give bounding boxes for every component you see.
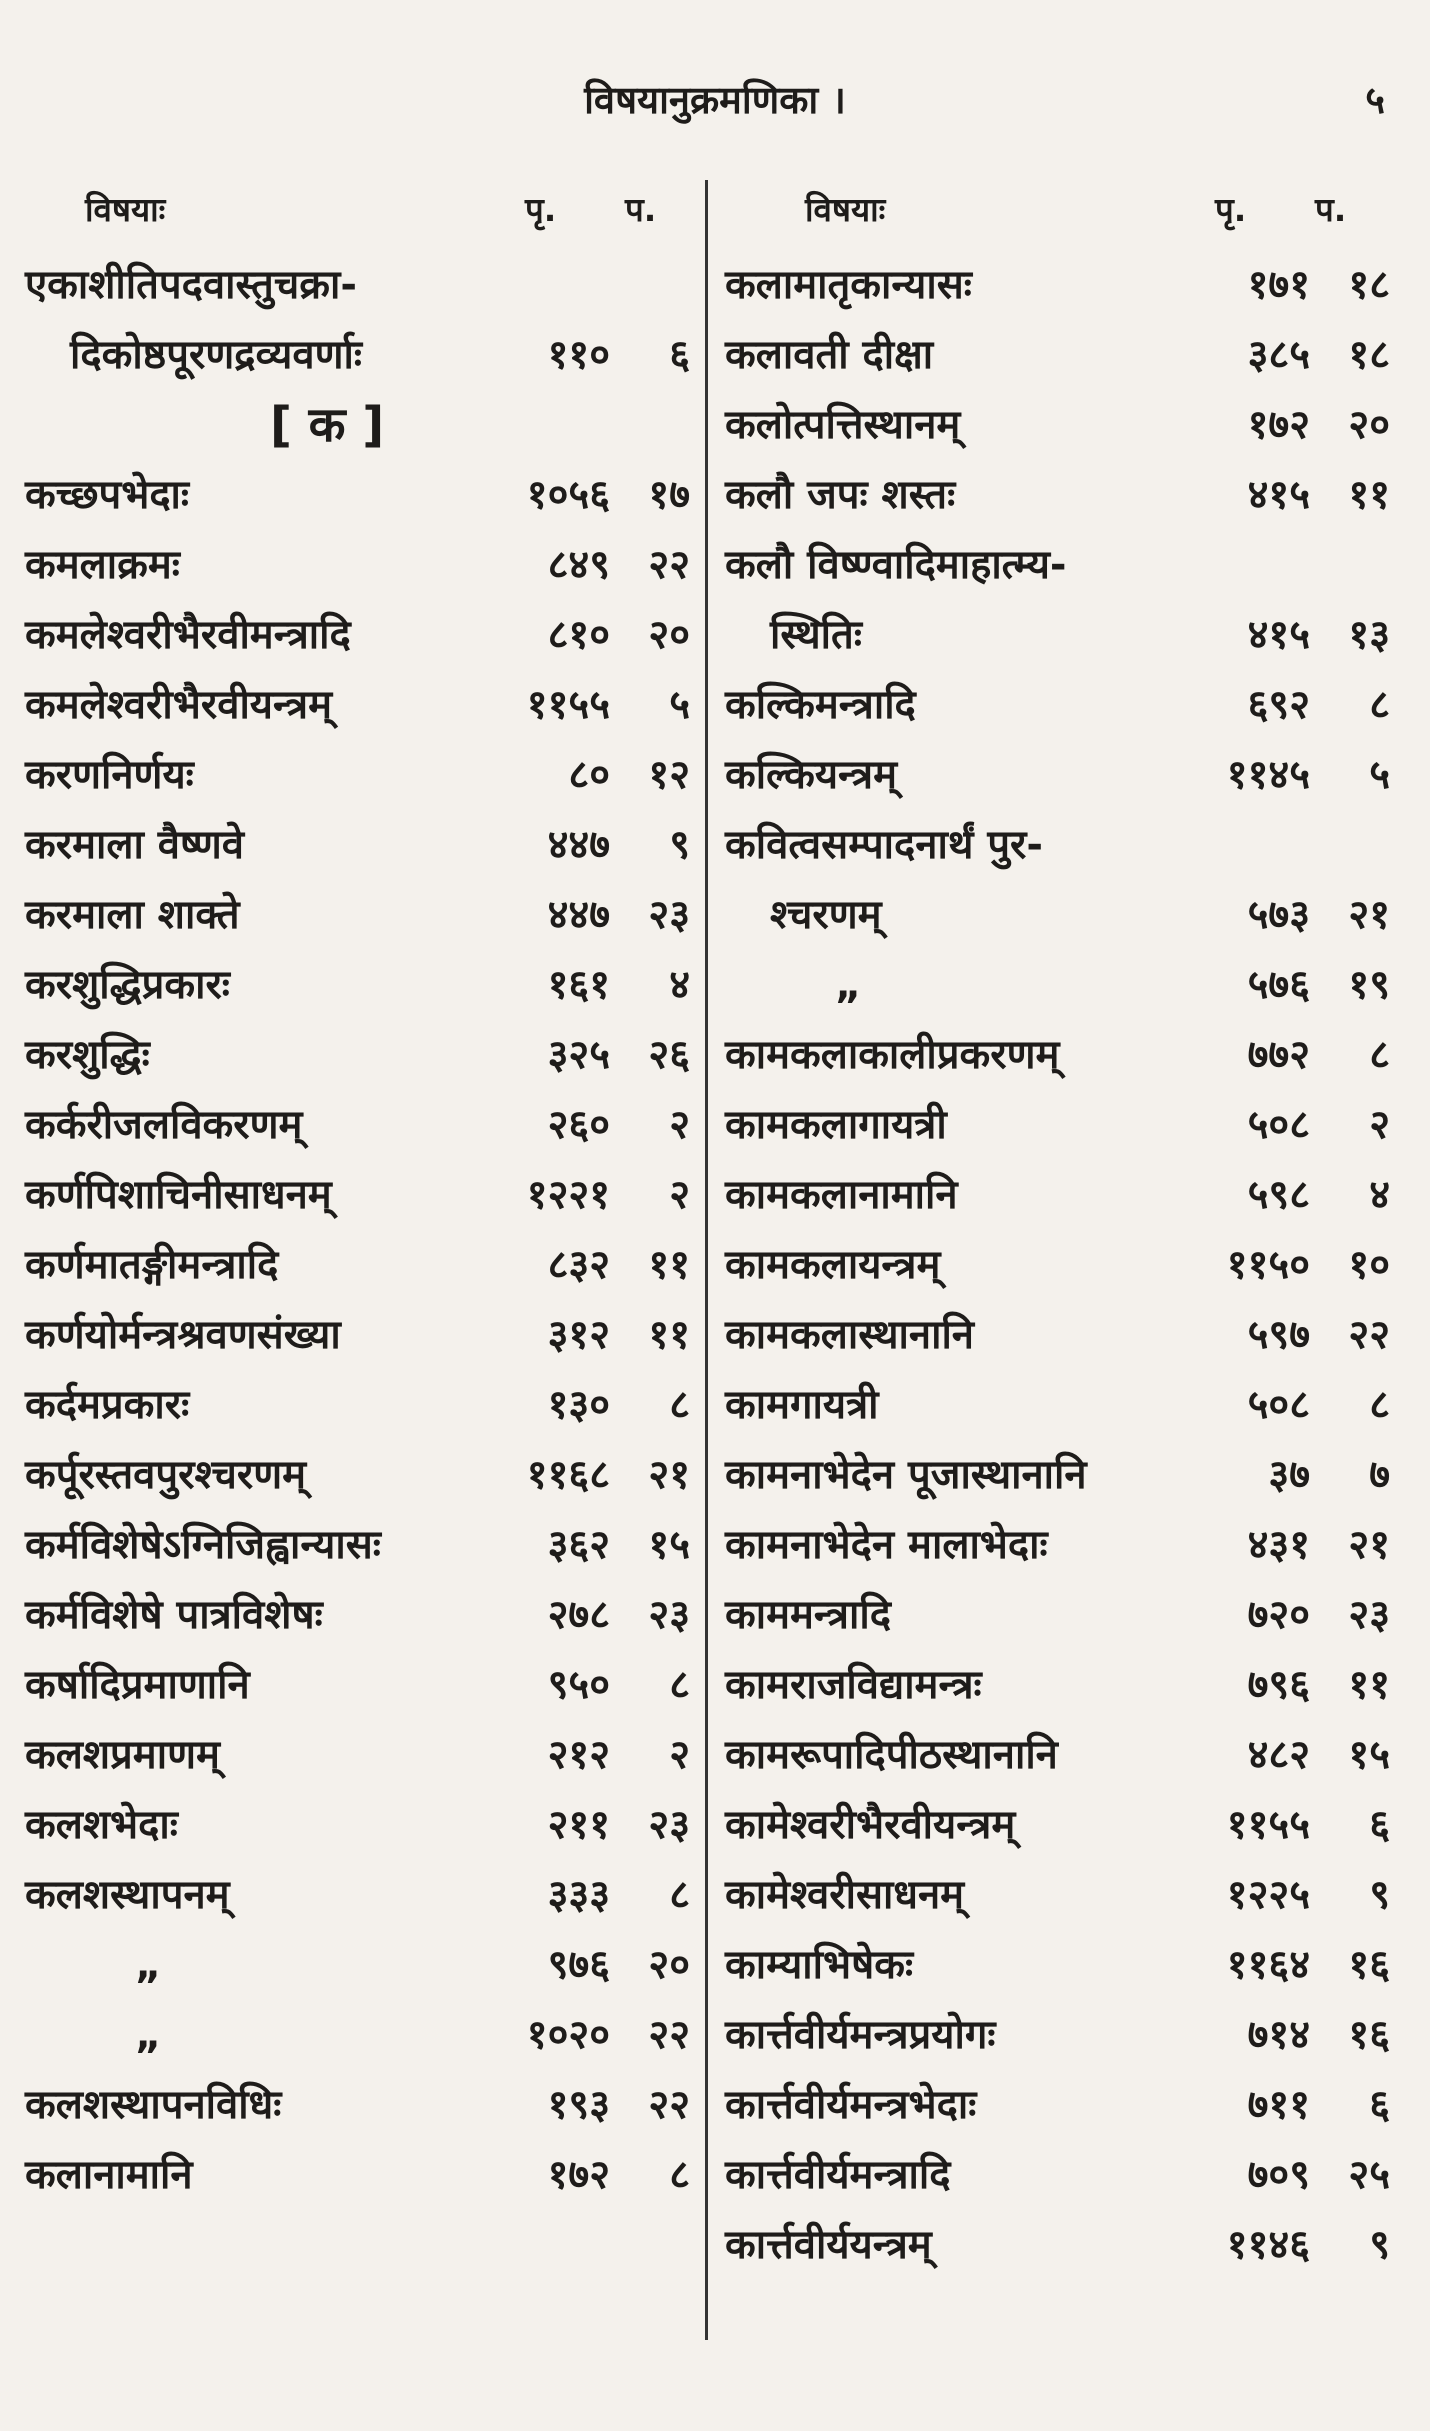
entry-line: १० [1348, 1242, 1390, 1288]
right-index-column [725, 250, 1395, 2280]
entry-topic: कामेश्वरीसाधनम् [725, 1872, 965, 1918]
entry-topic: कामकलागायत्री [725, 1102, 947, 1148]
entry-page: ११५० [1226, 1242, 1310, 1288]
entry-page: २७८ [547, 1592, 610, 1638]
entry-line: २२ [648, 2012, 690, 2058]
entry-topic: एकाशीतिपदवास्तुचक्रा- [25, 262, 357, 308]
entry-page: ५९७ [1247, 1312, 1310, 1358]
entry-line: २० [648, 612, 690, 658]
entry-line: ६ [1369, 1802, 1390, 1848]
entry-topic: कर्णयोर्मन्त्रश्रवणसंख्या [25, 1312, 341, 1358]
entry-page: २११ [547, 1802, 610, 1848]
index-entry [725, 670, 1395, 740]
entry-line: ५ [1369, 752, 1390, 798]
entry-topic: कर्णमातङ्गीमन्त्रादि [25, 1242, 279, 1288]
entry-topic: कामकलानामानि [725, 1172, 958, 1218]
entry-line: ८ [669, 1382, 690, 1428]
entry-topic: कलावती दीक्षा [725, 332, 934, 378]
entry-page: ८३२ [547, 1242, 610, 1288]
index-entry [725, 2000, 1395, 2070]
entry-topic: करणनिर्णयः [25, 752, 194, 798]
entry-line: २१ [1348, 1522, 1390, 1568]
entry-page: ४८२ [1247, 1732, 1310, 1778]
entry-page: ११४६ [1226, 2222, 1310, 2268]
entry-page: १२२१ [526, 1172, 610, 1218]
entry-page: ९७६ [547, 1942, 610, 1988]
index-entry [25, 1370, 695, 1440]
entry-page: १६१ [547, 962, 610, 1008]
entry-page: ४१५ [1247, 612, 1310, 658]
entry-topic: कलशभेदाः [25, 1802, 178, 1848]
entry-line: २३ [648, 1592, 690, 1638]
index-entry [725, 1020, 1395, 1090]
index-entry [25, 1160, 695, 1230]
line-header-label: प. [625, 190, 657, 229]
entry-topic: कर्मविशेषे पात्रविशेषः [25, 1592, 323, 1638]
entry-line: १९ [1348, 962, 1390, 1008]
index-entry [725, 1930, 1395, 2000]
entry-topic: कलौ विष्ण्वादिमाहात्म्य- [725, 542, 1067, 588]
entry-page: १९३ [547, 2082, 610, 2128]
entry-topic: करमाला शाक्ते [25, 892, 240, 938]
entry-line: २३ [648, 892, 690, 938]
entry-page: ७१४ [1247, 2012, 1310, 2058]
entry-page: ३१२ [547, 1312, 610, 1358]
entry-line: ९ [1369, 1872, 1390, 1918]
index-entry [725, 460, 1395, 530]
entry-page: ११४५ [1226, 752, 1310, 798]
entry-line: १७ [648, 472, 690, 518]
ditto-mark: „ [835, 962, 862, 1008]
entry-page: ११६४ [1226, 1942, 1310, 1988]
page-number: ५ [1365, 78, 1385, 122]
index-entry [725, 250, 1395, 320]
entry-topic: कलामातृकान्यासः [725, 262, 972, 308]
entry-page: ९५० [547, 1662, 610, 1708]
right-column-header [725, 180, 1395, 240]
entry-topic: कर्षादिप्रमाणानि [25, 1662, 250, 1708]
index-entry [725, 1790, 1395, 1860]
index-entry [25, 1230, 695, 1300]
entry-line: ९ [669, 822, 690, 868]
index-entry [25, 1720, 695, 1790]
entry-topic: करशुद्धिप्रकारः [25, 962, 230, 1008]
entry-page: ४३१ [1247, 1522, 1310, 1568]
entry-line: २० [648, 1942, 690, 1988]
index-entry [25, 250, 695, 320]
index-entry [725, 1090, 1395, 1160]
entry-topic: कामरूपादिपीठस्थानानि [725, 1732, 1058, 1778]
entry-topic: दिकोष्ठपूरणद्रव्यवर्णाः [70, 332, 362, 378]
entry-page: १०२० [526, 2012, 610, 2058]
entry-line: २३ [1348, 1592, 1390, 1638]
entry-line: २ [1369, 1102, 1390, 1148]
entry-topic: करमाला वैष्णवे [25, 822, 245, 868]
entry-topic: कर्करीजलविकरणम् [25, 1102, 303, 1148]
entry-page: ११६८ [526, 1452, 610, 1498]
entry-line: १५ [648, 1522, 690, 1568]
entry-line: ७ [1369, 1452, 1390, 1498]
entry-topic: कलानामानि [25, 2152, 193, 2198]
entry-topic: कर्णपिशाचिनीसाधनम् [25, 1172, 332, 1218]
entry-page: १३० [547, 1382, 610, 1428]
entry-line: २३ [648, 1802, 690, 1848]
entry-page: २६० [547, 1102, 610, 1148]
entry-line: ११ [1348, 1662, 1390, 1708]
entry-line: २१ [1348, 892, 1390, 938]
index-entry [725, 1370, 1395, 1440]
entry-topic: कार्त्तवीर्यमन्त्रप्रयोगः [725, 2012, 996, 2058]
entry-topic: कवित्वसम्पादनार्थं पुर- [725, 822, 1044, 868]
entry-topic: कामगायत्री [725, 1382, 879, 1428]
entry-topic: करशुद्धिः [25, 1032, 150, 1078]
column-divider [705, 180, 708, 2340]
index-entry [725, 390, 1395, 460]
entry-page: १७१ [1247, 262, 1310, 308]
index-entry [25, 1790, 695, 1860]
index-entry [25, 1930, 695, 2000]
entry-page: ३८५ [1247, 332, 1310, 378]
entry-page: ७०९ [1247, 2152, 1310, 2198]
entry-page: १७२ [1247, 402, 1310, 448]
entry-page: ७९६ [1247, 1662, 1310, 1708]
entry-topic: श्चरणम् [770, 892, 882, 938]
index-entry [25, 810, 695, 880]
entry-topic: कलौ जपः शस्तः [725, 472, 956, 518]
entry-line: ८ [1369, 682, 1390, 728]
entry-line: ९ [1369, 2222, 1390, 2268]
index-entry [25, 880, 695, 950]
index-entry [725, 2210, 1395, 2280]
entry-line: १६ [1348, 1942, 1390, 1988]
entry-topic: कलोत्पत्तिस्थानम् [725, 402, 961, 448]
entry-topic: कार्त्तवीर्यमन्त्रभेदाः [725, 2082, 977, 2128]
entry-topic: [ क ] [270, 397, 385, 453]
entry-topic: कामकलाकालीप्रकरणम् [725, 1032, 1060, 1078]
entry-page: ५७६ [1247, 962, 1310, 1008]
entry-topic: कार्त्तवीर्ययन्त्रम् [725, 2222, 932, 2268]
entry-line: ५ [669, 682, 690, 728]
entry-page: ८१० [547, 612, 610, 658]
index-entry [725, 2140, 1395, 2210]
header-title: विषयानुक्रमणिका । [584, 78, 846, 122]
entry-topic: स्थितिः [770, 612, 862, 658]
index-entry [25, 1440, 695, 1510]
entry-line: ८ [669, 1872, 690, 1918]
entry-line: २२ [648, 542, 690, 588]
entry-line: २५ [1348, 2152, 1390, 2198]
entry-page: ५०८ [1247, 1102, 1310, 1148]
entry-line: २ [669, 1732, 690, 1778]
index-entry [25, 2000, 695, 2070]
index-entry [725, 880, 1395, 950]
entry-topic: कामनाभेदेन मालाभेदाः [725, 1522, 1048, 1568]
entry-page: ७७२ [1247, 1032, 1310, 1078]
index-entry [725, 1300, 1395, 1370]
entry-line: ११ [648, 1242, 690, 1288]
index-entry [725, 1160, 1395, 1230]
entry-topic: कलशस्थापनविधिः [25, 2082, 282, 2128]
entry-line: २१ [648, 1452, 690, 1498]
entry-line: २२ [1348, 1312, 1390, 1358]
entry-topic: कामकलायन्त्रम् [725, 1242, 941, 1288]
entry-page: ४४७ [547, 892, 610, 938]
entry-line: १५ [1348, 1732, 1390, 1778]
entry-line: २६ [648, 1032, 690, 1078]
entry-page: ६९२ [1247, 682, 1310, 728]
index-entry [725, 1860, 1395, 1930]
entry-page: ५७३ [1247, 892, 1310, 938]
entry-page: ३२५ [547, 1032, 610, 1078]
entry-topic: कामकलास्थानानि [725, 1312, 974, 1358]
left-index-column [25, 250, 695, 2210]
index-entry [725, 1720, 1395, 1790]
index-entry [725, 950, 1395, 1020]
entry-page: १२२५ [1226, 1872, 1310, 1918]
entry-topic: कामेश्वरीभैरवीयन्त्रम् [725, 1802, 1016, 1848]
index-entry [25, 670, 695, 740]
entry-line: १८ [1348, 332, 1390, 378]
ditto-mark: „ [135, 2012, 162, 2058]
entry-line: १३ [1348, 612, 1390, 658]
entry-page: ५९८ [1247, 1172, 1310, 1218]
entry-line: ११ [1348, 472, 1390, 518]
line-header-label: प. [1315, 190, 1347, 229]
entry-topic: कलशस्थापनम् [25, 1872, 230, 1918]
entry-page: २१२ [547, 1732, 610, 1778]
index-entry [25, 1020, 695, 1090]
index-entry [725, 2070, 1395, 2140]
left-column-header [25, 180, 695, 240]
entry-topic: कर्पूरस्तवपुरश्चरणम् [25, 1452, 307, 1498]
entry-topic: कल्किमन्त्रादि [725, 682, 916, 728]
index-entry [25, 740, 695, 810]
index-entry [725, 600, 1395, 670]
index-entry [25, 1090, 695, 1160]
index-entry [725, 1650, 1395, 1720]
index-entry [25, 1650, 695, 1720]
entry-line: २० [1348, 402, 1390, 448]
index-entry [25, 1510, 695, 1580]
entry-line: २२ [648, 2082, 690, 2128]
section-heading [25, 390, 695, 460]
entry-topic: कर्दमप्रकारः [25, 1382, 190, 1428]
index-entry [725, 320, 1395, 390]
page-header-label: पृ. [1215, 190, 1247, 229]
entry-page: ४१५ [1247, 472, 1310, 518]
index-entry [725, 530, 1395, 600]
entry-page: ३७ [1268, 1452, 1310, 1498]
index-entry [25, 1300, 695, 1370]
entry-page: ३६२ [547, 1522, 610, 1568]
entry-line: ४ [669, 962, 690, 1008]
index-entry [25, 320, 695, 390]
entry-page: ८० [568, 752, 610, 798]
entry-page: १७२ [547, 2152, 610, 2198]
index-entry [25, 1580, 695, 1650]
index-entry [25, 1860, 695, 1930]
index-entry [725, 740, 1395, 810]
index-entry [25, 2070, 695, 2140]
index-entry [725, 1440, 1395, 1510]
index-entry [725, 1580, 1395, 1650]
page-header [0, 70, 1430, 130]
entry-topic: कर्मविशेषेऽग्निजिह्वान्यासः [25, 1522, 381, 1568]
entry-page: ७११ [1247, 2082, 1310, 2128]
entry-line: ६ [669, 332, 690, 378]
entry-line: ८ [669, 1662, 690, 1708]
index-entry [25, 2140, 695, 2210]
entry-page: १०५६ [526, 472, 610, 518]
entry-page: ७२० [1247, 1592, 1310, 1638]
entry-line: ११ [648, 1312, 690, 1358]
topic-header: विषयाः [805, 190, 886, 229]
entry-topic: काम्याभिषेकः [725, 1942, 914, 1988]
entry-page: ५०८ [1247, 1382, 1310, 1428]
entry-topic: कमलेश्वरीभैरवीमन्त्रादि [25, 612, 351, 658]
entry-page: ११० [547, 332, 610, 378]
index-entry [25, 530, 695, 600]
entry-line: १२ [648, 752, 690, 798]
entry-topic: कार्त्तवीर्यमन्त्रादि [725, 2152, 951, 2198]
entry-line: २ [669, 1102, 690, 1148]
entry-line: १६ [1348, 2012, 1390, 2058]
entry-topic: कामनाभेदेन पूजास्थानानि [725, 1452, 1087, 1498]
entry-topic: कमलाक्रमः [25, 542, 180, 588]
entry-topic: कमलेश्वरीभैरवीयन्त्रम् [25, 682, 332, 728]
entry-page: ११५५ [1226, 1802, 1310, 1848]
index-entry [25, 460, 695, 530]
entry-topic: कच्छपभेदाः [25, 472, 189, 518]
ditto-mark: „ [135, 1942, 162, 1988]
index-entry [25, 600, 695, 670]
entry-page: ११५५ [526, 682, 610, 728]
entry-line: ६ [1369, 2082, 1390, 2128]
entry-line: १८ [1348, 262, 1390, 308]
entry-page: ८४९ [547, 542, 610, 588]
index-entry [725, 1510, 1395, 1580]
entry-line: २ [669, 1172, 690, 1218]
entry-topic: कल्कियन्त्रम् [725, 752, 898, 798]
index-entry [725, 1230, 1395, 1300]
topic-header: विषयाः [85, 190, 166, 229]
index-entry [25, 950, 695, 1020]
entry-topic: काममन्त्रादि [725, 1592, 891, 1638]
page-header-label: पृ. [525, 190, 557, 229]
entry-line: ४ [1369, 1172, 1390, 1218]
entry-line: ८ [1369, 1382, 1390, 1428]
entry-line: ८ [1369, 1032, 1390, 1078]
entry-page: ४४७ [547, 822, 610, 868]
entry-topic: कलशप्रमाणम् [25, 1732, 220, 1778]
index-entry [725, 810, 1395, 880]
entry-topic: कामराजविद्यामन्त्रः [725, 1662, 982, 1708]
entry-line: ८ [669, 2152, 690, 2198]
entry-page: ३३३ [547, 1872, 610, 1918]
